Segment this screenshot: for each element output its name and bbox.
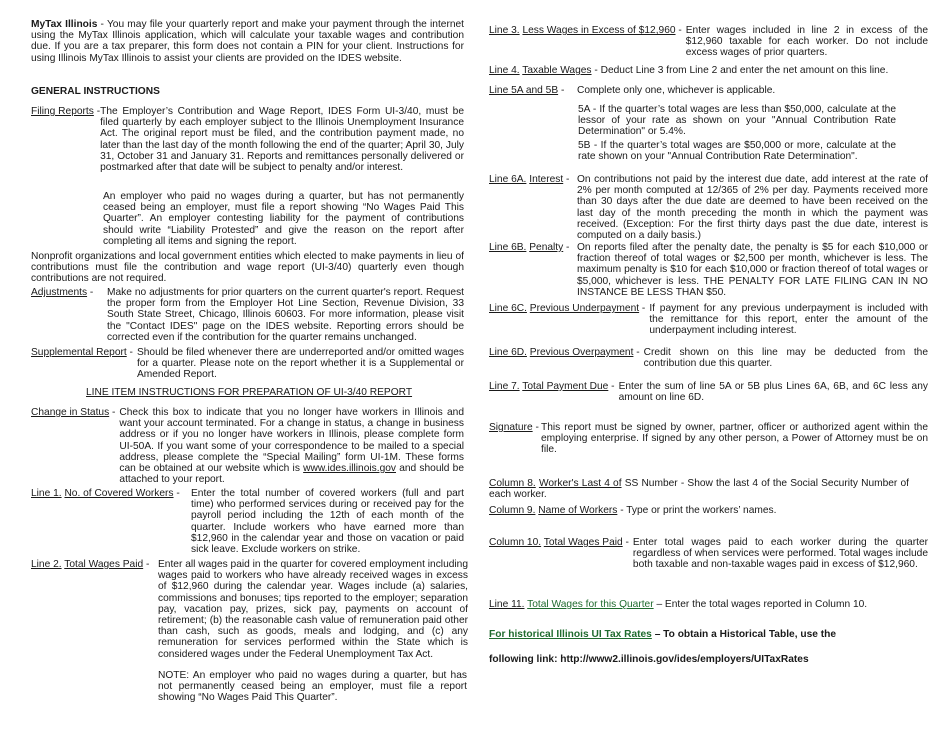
line4-label: Taxable Wages [522,65,592,76]
supplemental-section: Supplemental Report - Should be filed whenever there are underreported and/or omitted wages for a quarter. Please note on the report whether it is a Supplemental or Amended Report. [31,347,464,381]
line6a-label: Interest [529,174,564,185]
line6d-label: Previous Overpayment [529,347,634,358]
line6b-text: On reports filed after the penalty date, the penalty is $5 for each $10,000 or fraction thereof of total wages or $2,500 per month, whichever is less. The maximum penalty is $10 for each $10,000 or fraction thereof of total wages or $5,000, whichever is less. THE PENALTY FOR LATE FILING CAN IN NO INSTANCE BE LESS THAN $50. [577,242,928,298]
line6c-section: Line 6C. Previous Underpayment - If payment for any previous underpayment is included with the remittance for this report, enter the amount of the underpayment including interest. [489,303,928,337]
line3-section: Line 3. Less Wages in Excess of $12,960 - Enter wages included in line 2 in excess of the $12,960 taxable for each worker. Do not include excess wages of prior quarters. [489,25,928,59]
line3-number: Line 3. [489,25,520,36]
column9-text: - Type or print the workers’ names. [617,505,777,516]
column8-label: Worker's Last 4 of [538,478,622,489]
column10-text: Enter total wages paid to each worker during the quarter regardless of when services were performed. Total wages include both taxable and non-taxable wages paid in excess of $12,960. [632,537,928,571]
line6b-label: Penalty [529,242,564,253]
line-item-heading: LINE ITEM INSTRUCTIONS FOR PREPARATION OF UI-3/40 REPORT [86,387,413,398]
line6a-number: Line 6A. [489,174,527,185]
line11-text: – Enter the total wages reported in Column 10. [653,599,868,610]
line1-section: Line 1. No. of Covered Workers - Enter the total number of covered workers (full and part time) who performed services during or received pay for the payroll period including the 12th of each month of the quarter. Include workers who have earned more than $12,960 in the calendar year and those on vacation or paid sick leave. Exclude workers on strike. [31,488,464,556]
intro-paragraph [31,19,464,64]
line7-section: Line 7. Total Payment Due - Enter the sum of line 5A or 5B plus Lines 6A, 6B, and 6C less any amount on line 6D. [489,381,928,404]
filing-reports-label: Filing Reports [31,106,94,117]
intro-text: - You may file your quarterly report and make your payment through the internet using the MyTax Illinois application, which will calculate your taxable wages and contribution due. If you are a tax preparer, this form does not contain a PIN for your client. Instructions for using Illinois MyTax Illinois to assist your clients are provided on the IDES website. [31,19,464,64]
column10-label: Total Wages Paid [543,537,623,548]
line6d-number: Line 6D. [489,347,527,358]
line6b-number: Line 6B. [489,242,527,253]
line6d-text: Credit shown on this line may be deducted from the contribution due this quarter. [643,347,928,370]
adjustments-section: Adjustments - Make no adjustments for prior quarters on the current quarter's report. Request the proper form from the Employer Hot Line Section, Revenue Division, 33 South State Street, Chicago, Illinois 60603. For more information, please visit the "Contact IDES" page on the IDES website. Reporting errors should be corrected even if the contribution for the quarter remains unchanged. [31,287,464,343]
line6a-section: Line 6A. Interest - On contributions not paid by the interest due date, add interest at the rate of 2% per month computed at 12/365 of 2% per day. Payments received more than 30 days after the due date are deemed to have been received on the last day of the month preceding the month in which the payment was received. (Exception: For the first thirty days past the due date, interest is computed on a daily basis.) [489,174,928,242]
line2-section: Line 2. Total Wages Paid - Enter all wages paid in the quarter for covered employment including wages paid to workers who have already received wages in excess of $12,960 during the calendar year. Wages include (a) salaries, commissions and bonuses; tips reported to the employer; separation pay, vacation pay, prizes, sick pay, payments on account of retirement; (b) the reasonable cash value of remuneration paid other than cash, such as goods, meals and lodging, and (c) any remuneration for services performed within the State which is considered wages under the Federal Unemployment Tax Act. [31,559,468,660]
column8-text: SS Number - Show the last 4 of the Social Security Number of each worker. [489,478,909,501]
line2-note: NOTE: An employer who paid no wages during a quarter, but has not permanently ceased being an employer, must file a report showing “No Wages Paid This Quarter”. [158,670,467,704]
line1-number: Line 1. [31,488,62,499]
line11-label[interactable]: Total Wages for this Quarter [527,599,654,610]
line6c-label: Previous Underpayment [529,303,640,314]
line7-label: Total Payment Due [522,381,609,392]
no-wages-paragraph: An employer who paid no wages during a quarter, but has not permanently ceased being an employer, must file a report showing “No Wages Paid This Quarter”. An employer contesting liability for the payment of contributions should write “Liability Protested” and give the reason on the report after completing all items and signing the report. [103,191,464,247]
line3-label: Less Wages in Excess of $12,960 [522,25,676,36]
line7-text: Enter the sum of line 5A or 5B plus Lines 6A, 6B, and 6C less any amount on line 6D. [618,381,928,404]
column9-label: Name of Workers [538,505,618,516]
line6d-section: Line 6D. Previous Overpayment - Credit shown on this line may be deducted from the contribution due this quarter. [489,347,928,370]
historical-url-line[interactable]: following link: http://www2.illinois.gov/ides/employers/UITaxRates [489,654,809,665]
line5-label: Line 5A and 5B [489,85,559,96]
change-status-label: Change in Status [31,407,110,418]
adjustments-text: Make no adjustments for prior quarters on the current quarter's report. Request the proper form from the Employer Hot Line Section, Revenue Division, 33 South State Street, Chicago, Illinois 60603. For more information, please visit the "Contact IDES" page on the IDES website. Reporting errors should be corrected even if the contribution for the quarter remains unchanged. [107,287,464,343]
line2-number: Line 2. [31,559,62,570]
line6b-section: Line 6B. Penalty - On reports filed after the penalty date, the penalty is $5 for each $10,000 or fraction thereof of total wages or $2,500 per month, whichever is less. The maximum penalty is $10 for each $10,000 or fraction thereof of total wages or $5,000, whichever is less. THE PENALTY FOR LATE FILING CAN IN NO INSTANCE BE LESS THAN $50. [489,242,928,298]
line2-text: Enter all wages paid in the quarter for covered employment including wages paid to workers who have already received wages in excess of $12,960 during the calendar year. Wages include (a) salaries, commissions and bonuses; tips reported to the employer; separation pay, vacation pay, prizes, sick pay, payments on account of retirement; (b) the reasonable cash value of remuneration paid other than cash, such as goods, meals and lodging, and (c) any remuneration for services performed within the State which is considered wages under the Federal Unemployment Tax Act. [158,559,468,660]
change-status-text: Check this box to indicate that you no longer have workers in Illinois and want your account terminated. For a change in status, a change in business address or if you no longer have workers in Illinois, please complete form UI-50A. If you want some of your correspondence to be mailed to a special address, please complete the “Special Mailing” form UI-1M. These forms can be obtained at our website which is [119,407,464,475]
column8-section [489,478,909,500]
signature-label: Signature [489,422,533,433]
column9-number: Column 9. [489,505,536,516]
column10-section: Column 10. Total Wages Paid - Enter total wages paid to each worker during the quarter regardless of when services were performed. Total wages include both taxable and non-taxable wages paid in excess of $12,960. [489,537,928,571]
line5a-text: 5A - If the quarter’s total wages are less than $50,000, calculate at the lessor of your rate as shown on your "Annual Contribution Rate Determination" or 5.4%. [578,104,896,138]
line1-label: No. of Covered Workers [64,488,174,499]
supplemental-text: Should be filed whenever there are underreported and/or omitted wages for a quarter. Please note on the report whether it is a Supplemental or Amended Report. [136,347,464,381]
supplemental-label: Supplemental Report [31,347,127,358]
signature-section: Signature - This report must be signed by owner, partner, officer or authorized agent within the employing enterprise. If signed by any other person, a Power of Attorney must be on file. [489,422,928,456]
column10-number: Column 10. [489,537,542,548]
historical-rates-line [489,629,928,640]
line4-text: - Deduct Line 3 from Line 2 and enter the net amount on this line. [591,65,889,76]
line5-text: Complete only one, whichever is applicable. [577,85,776,96]
historical-rates-link[interactable]: For historical Illinois UI Tax Rates [489,629,652,640]
line6c-number: Line 6C. [489,303,527,314]
signature-text: This report must be signed by owner, partner, officer or authorized agent within the employing enterprise. If signed by any other person, a Power of Attorney must be on file. [541,422,928,456]
line5-section: Line 5A and 5B - Complete only one, whichever is applicable. [489,85,928,96]
line11-number: Line 11. [489,599,525,610]
mytax-title: MyTax Illinois [31,19,98,30]
line6a-text: On contributions not paid by the interest due date, add interest at the rate of 2% per month computed at 12/365 of 2% per day. Payments received more than 30 days after the due date are deemed to have been received on the last day of the month preceding the month in which the payment was received. (Exception: For the first thirty days past the due date, interest is computed on a daily basis.) [577,174,928,242]
adjustments-label: Adjustments [31,287,88,298]
line1-text: Enter the total number of covered workers (full and part time) who performed services during or received pay for the payroll period including the 12th of each month of the quarter. Include workers who have earned more than $12,960 in the calendar year and those on vacation or paid sick leave. Exclude workers on strike. [191,488,464,556]
ides-website-link[interactable]: www.ides.illinois.gov [303,463,396,475]
line5b-text: 5B - If the quarter’s total wages are $50,000 or more, calculate at the rate shown on your "Annual Contribution Rate Determination". [578,140,896,163]
line3-text: Enter wages included in line 2 in excess of the $12,960 taxable for each worker. Do not include excess wages of prior quarters. [685,25,928,59]
filing-reports-text: The Employer’s Contribution and Wage Report, IDES Form UI-3/40, must be filed quarterly by each employer subject to the Illinois Unemployment Insurance Act. The original report must be filed, and the contribution payment made, no later than the last day of the month following the end of the quarter; April 30, July 31, October 31 and January 31. Reports and remittances personally delivered or postmarked after that date will be subject to penalty and/or interest. [100,106,464,174]
general-instructions-heading: GENERAL INSTRUCTIONS [31,86,160,97]
column8-number: Column 8. [489,478,536,489]
line6c-text: If payment for any previous underpayment is included with the remittance for this report, enter the amount of the underpayment including interest. [649,303,928,337]
line4-section [489,65,928,76]
historical-rates-text: – To obtain a Historical Table, use the [651,629,837,640]
line2-label: Total Wages Paid [64,559,144,570]
column9-section [489,505,928,516]
line4-number: Line 4. [489,65,520,76]
line11-section [489,599,928,610]
filing-reports-section: Filing Reports - The Employer’s Contribution and Wage Report, IDES Form UI-3/40, must be filed quarterly by each employer subject to the Illinois Unemployment Insurance Act. The original report must be filed, and the contribution payment made, no later than the last day of the month following the end of the quarter; April 30, July 31, October 31 and January 31. Reports and remittances personally delivered or postmarked after that date will be subject to penalty and/or interest. [31,106,464,174]
nonprofit-paragraph: Nonprofit organizations and local government entities which elected to make payments in lieu of contributions must file the contribution and wage report (UI-3/40) quarterly even though contributions are not required. [31,251,464,285]
change-status-section: Change in Status - Check this box to indicate that you no longer have workers in Illinois and want your account terminated. For a change in status, a change in business address or if you no longer have workers in Illinois, please complete form UI-50A. If you want some of your correspondence to be mailed to a special address, please complete the “Special Mailing” form UI-1M. These forms can be obtained at our website which is www.ides.illinois.gov and should be attached to your report. [31,407,464,486]
line7-number: Line 7. [489,381,520,392]
